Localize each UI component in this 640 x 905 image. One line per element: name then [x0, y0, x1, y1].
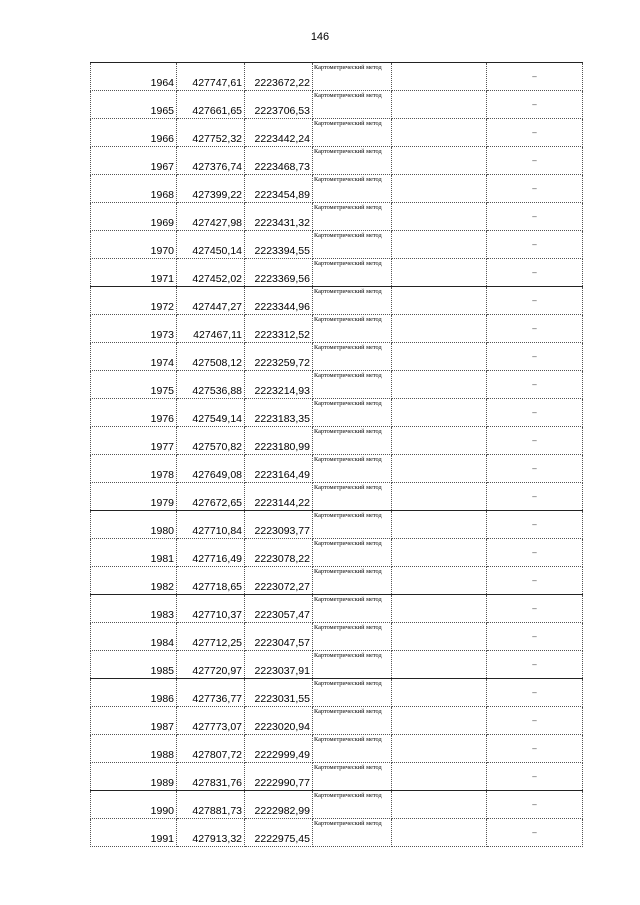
- point-number: 1986: [91, 679, 177, 707]
- table-row: [91, 791, 583, 819]
- table-row: [91, 651, 583, 679]
- x-coordinate: 427752,32: [177, 119, 245, 147]
- y-coordinate: 2223183,35: [245, 399, 313, 427]
- y-coordinate: 2223394,55: [245, 231, 313, 259]
- note-cell: –: [487, 595, 583, 623]
- note-cell: –: [487, 175, 583, 203]
- y-coordinate: 2223078,22: [245, 539, 313, 567]
- method-cell: [313, 679, 392, 707]
- table-row: [91, 63, 583, 91]
- note-cell: –: [487, 259, 583, 287]
- point-number: 1988: [91, 735, 177, 763]
- empty-cell: [392, 707, 487, 735]
- x-coordinate: 427881,73: [177, 791, 245, 819]
- x-coordinate: 427807,72: [177, 735, 245, 763]
- method-text: Картометрический метод: [314, 316, 382, 323]
- note-cell: –: [487, 231, 583, 259]
- empty-cell: [392, 203, 487, 231]
- x-coordinate: 427710,84: [177, 511, 245, 539]
- empty-cell: [392, 623, 487, 651]
- empty-cell: [392, 539, 487, 567]
- note-cell: –: [487, 791, 583, 819]
- x-coordinate: 427508,12: [177, 343, 245, 371]
- point-number: 1967: [91, 147, 177, 175]
- method-cell: [313, 791, 392, 819]
- note-cell: –: [487, 399, 583, 427]
- table-row: [91, 679, 583, 707]
- x-coordinate: 427831,76: [177, 763, 245, 791]
- method-cell: [313, 763, 392, 791]
- y-coordinate: 2223672,22: [245, 63, 313, 91]
- table-row: [91, 763, 583, 791]
- note-cell: –: [487, 567, 583, 595]
- x-coordinate: 427399,22: [177, 175, 245, 203]
- note-cell: –: [487, 455, 583, 483]
- y-coordinate: 2223442,24: [245, 119, 313, 147]
- note-cell: –: [487, 819, 583, 847]
- point-number: 1981: [91, 539, 177, 567]
- table-row: [91, 287, 583, 315]
- method-cell: [313, 539, 392, 567]
- table-row: [91, 427, 583, 455]
- y-coordinate: 2223072,27: [245, 567, 313, 595]
- empty-cell: [392, 791, 487, 819]
- point-number: 1989: [91, 763, 177, 791]
- table-row: [91, 595, 583, 623]
- method-text: Картометрический метод: [314, 736, 382, 743]
- note-cell: –: [487, 707, 583, 735]
- point-number: 1971: [91, 259, 177, 287]
- note-cell: –: [487, 735, 583, 763]
- method-text: Картометрический метод: [314, 372, 382, 379]
- empty-cell: [392, 595, 487, 623]
- point-number: 1980: [91, 511, 177, 539]
- point-number: 1984: [91, 623, 177, 651]
- method-cell: [313, 455, 392, 483]
- empty-cell: [392, 315, 487, 343]
- note-cell: –: [487, 427, 583, 455]
- point-number: 1970: [91, 231, 177, 259]
- empty-cell: [392, 763, 487, 791]
- empty-cell: [392, 455, 487, 483]
- empty-cell: [392, 567, 487, 595]
- table-row: [91, 819, 583, 847]
- method-text: Картометрический метод: [314, 148, 382, 155]
- empty-cell: [392, 483, 487, 511]
- method-cell: [313, 343, 392, 371]
- y-coordinate: 2223431,32: [245, 203, 313, 231]
- y-coordinate: 2223047,57: [245, 623, 313, 651]
- table-row: [91, 343, 583, 371]
- note-cell: –: [487, 203, 583, 231]
- point-number: 1972: [91, 287, 177, 315]
- method-text: Картометрический метод: [314, 260, 382, 267]
- x-coordinate: 427661,65: [177, 91, 245, 119]
- y-coordinate: 2223214,93: [245, 371, 313, 399]
- method-cell: [313, 623, 392, 651]
- x-coordinate: 427736,77: [177, 679, 245, 707]
- x-coordinate: 427450,14: [177, 231, 245, 259]
- method-cell: [313, 231, 392, 259]
- x-coordinate: 427549,14: [177, 399, 245, 427]
- page-number: 146: [310, 31, 330, 43]
- method-cell: [313, 259, 392, 287]
- note-cell: –: [487, 763, 583, 791]
- method-text: Картометрический метод: [314, 288, 382, 295]
- note-cell: –: [487, 343, 583, 371]
- y-coordinate: 2223312,52: [245, 315, 313, 343]
- table-row: [91, 231, 583, 259]
- point-number: 1964: [91, 63, 177, 91]
- x-coordinate: 427570,82: [177, 427, 245, 455]
- point-number: 1973: [91, 315, 177, 343]
- table-row: [91, 119, 583, 147]
- method-cell: [313, 735, 392, 763]
- empty-cell: [392, 91, 487, 119]
- point-number: 1966: [91, 119, 177, 147]
- method-cell: [313, 287, 392, 315]
- x-coordinate: 427452,02: [177, 259, 245, 287]
- method-cell: [313, 651, 392, 679]
- note-cell: –: [487, 119, 583, 147]
- y-coordinate: 2223259,72: [245, 343, 313, 371]
- point-number: 1990: [91, 791, 177, 819]
- method-text: Картометрический метод: [314, 652, 382, 659]
- point-number: 1968: [91, 175, 177, 203]
- x-coordinate: 427716,49: [177, 539, 245, 567]
- x-coordinate: 427649,08: [177, 455, 245, 483]
- note-cell: –: [487, 91, 583, 119]
- y-coordinate: 2223369,56: [245, 259, 313, 287]
- method-cell: [313, 371, 392, 399]
- method-text: Картометрический метод: [314, 764, 382, 771]
- method-cell: [313, 399, 392, 427]
- empty-cell: [392, 287, 487, 315]
- method-cell: [313, 63, 392, 91]
- note-cell: –: [487, 679, 583, 707]
- table-row: [91, 735, 583, 763]
- note-cell: –: [487, 315, 583, 343]
- method-cell: [313, 595, 392, 623]
- y-coordinate: 2222982,99: [245, 791, 313, 819]
- x-coordinate: 427710,37: [177, 595, 245, 623]
- method-text: Картометрический метод: [314, 540, 382, 547]
- y-coordinate: 2223037,91: [245, 651, 313, 679]
- y-coordinate: 2223180,99: [245, 427, 313, 455]
- y-coordinate: 2223057,47: [245, 595, 313, 623]
- table-row: [91, 175, 583, 203]
- table-row: [91, 399, 583, 427]
- method-cell: [313, 147, 392, 175]
- y-coordinate: 2223031,55: [245, 679, 313, 707]
- y-coordinate: 2223706,53: [245, 91, 313, 119]
- method-text: Картометрический метод: [314, 344, 382, 351]
- table-row: [91, 147, 583, 175]
- method-cell: [313, 427, 392, 455]
- empty-cell: [392, 399, 487, 427]
- empty-cell: [392, 175, 487, 203]
- method-text: Картометрический метод: [314, 120, 382, 127]
- method-text: Картометрический метод: [314, 64, 382, 71]
- y-coordinate: 2223093,77: [245, 511, 313, 539]
- method-text: Картометрический метод: [314, 92, 382, 99]
- table-row: [91, 259, 583, 287]
- method-cell: [313, 707, 392, 735]
- note-cell: –: [487, 483, 583, 511]
- note-cell: –: [487, 511, 583, 539]
- empty-cell: [392, 735, 487, 763]
- point-number: 1976: [91, 399, 177, 427]
- method-cell: [313, 567, 392, 595]
- empty-cell: [392, 511, 487, 539]
- table-row: [91, 455, 583, 483]
- table-row: [91, 539, 583, 567]
- coordinates-table: [90, 62, 583, 847]
- table-row: [91, 707, 583, 735]
- method-text: Картометрический метод: [314, 232, 382, 239]
- y-coordinate: 2223468,73: [245, 147, 313, 175]
- y-coordinate: 2223144,22: [245, 483, 313, 511]
- method-cell: [313, 91, 392, 119]
- note-cell: –: [487, 371, 583, 399]
- table-row: [91, 203, 583, 231]
- y-coordinate: 2223454,89: [245, 175, 313, 203]
- method-text: Картометрический метод: [314, 484, 382, 491]
- method-text: Картометрический метод: [314, 820, 382, 827]
- method-text: Картометрический метод: [314, 456, 382, 463]
- method-text: Картометрический метод: [314, 568, 382, 575]
- method-cell: [313, 203, 392, 231]
- table-row: [91, 567, 583, 595]
- method-cell: [313, 315, 392, 343]
- note-cell: –: [487, 539, 583, 567]
- x-coordinate: 427720,97: [177, 651, 245, 679]
- method-cell: [313, 483, 392, 511]
- note-cell: –: [487, 287, 583, 315]
- x-coordinate: 427447,27: [177, 287, 245, 315]
- method-text: Картометрический метод: [314, 204, 382, 211]
- method-text: Картометрический метод: [314, 400, 382, 407]
- point-number: 1977: [91, 427, 177, 455]
- empty-cell: [392, 259, 487, 287]
- point-number: 1991: [91, 819, 177, 847]
- method-text: Картометрический метод: [314, 680, 382, 687]
- note-cell: –: [487, 651, 583, 679]
- empty-cell: [392, 119, 487, 147]
- method-cell: [313, 511, 392, 539]
- empty-cell: [392, 147, 487, 175]
- point-number: 1985: [91, 651, 177, 679]
- y-coordinate: 2223020,94: [245, 707, 313, 735]
- empty-cell: [392, 819, 487, 847]
- point-number: 1983: [91, 595, 177, 623]
- table-row: [91, 511, 583, 539]
- method-text: Картометрический метод: [314, 596, 382, 603]
- point-number: 1969: [91, 203, 177, 231]
- empty-cell: [392, 679, 487, 707]
- point-number: 1987: [91, 707, 177, 735]
- empty-cell: [392, 427, 487, 455]
- x-coordinate: 427712,25: [177, 623, 245, 651]
- empty-cell: [392, 371, 487, 399]
- coordinates-table-body: [91, 63, 583, 847]
- y-coordinate: 2222999,49: [245, 735, 313, 763]
- x-coordinate: 427427,98: [177, 203, 245, 231]
- method-text: Картометрический метод: [314, 708, 382, 715]
- empty-cell: [392, 63, 487, 91]
- y-coordinate: 2222990,77: [245, 763, 313, 791]
- empty-cell: [392, 651, 487, 679]
- method-text: Картометрический метод: [314, 176, 382, 183]
- x-coordinate: 427773,07: [177, 707, 245, 735]
- table-row: [91, 91, 583, 119]
- note-cell: –: [487, 63, 583, 91]
- x-coordinate: 427536,88: [177, 371, 245, 399]
- method-cell: [313, 175, 392, 203]
- point-number: 1982: [91, 567, 177, 595]
- empty-cell: [392, 231, 487, 259]
- table-row: [91, 623, 583, 651]
- table-row: [91, 483, 583, 511]
- table-row: [91, 315, 583, 343]
- method-text: Картометрический метод: [314, 428, 382, 435]
- method-text: Картометрический метод: [314, 512, 382, 519]
- point-number: 1974: [91, 343, 177, 371]
- method-cell: [313, 819, 392, 847]
- method-cell: [313, 119, 392, 147]
- point-number: 1979: [91, 483, 177, 511]
- empty-cell: [392, 343, 487, 371]
- x-coordinate: 427913,32: [177, 819, 245, 847]
- x-coordinate: 427467,11: [177, 315, 245, 343]
- x-coordinate: 427747,61: [177, 63, 245, 91]
- note-cell: –: [487, 623, 583, 651]
- point-number: 1975: [91, 371, 177, 399]
- note-cell: –: [487, 147, 583, 175]
- x-coordinate: 427376,74: [177, 147, 245, 175]
- y-coordinate: 2223164,49: [245, 455, 313, 483]
- table-row: [91, 371, 583, 399]
- method-text: Картометрический метод: [314, 624, 382, 631]
- point-number: 1965: [91, 91, 177, 119]
- method-text: Картометрический метод: [314, 792, 382, 799]
- point-number: 1978: [91, 455, 177, 483]
- x-coordinate: 427718,65: [177, 567, 245, 595]
- x-coordinate: 427672,65: [177, 483, 245, 511]
- y-coordinate: 2222975,45: [245, 819, 313, 847]
- y-coordinate: 2223344,96: [245, 287, 313, 315]
